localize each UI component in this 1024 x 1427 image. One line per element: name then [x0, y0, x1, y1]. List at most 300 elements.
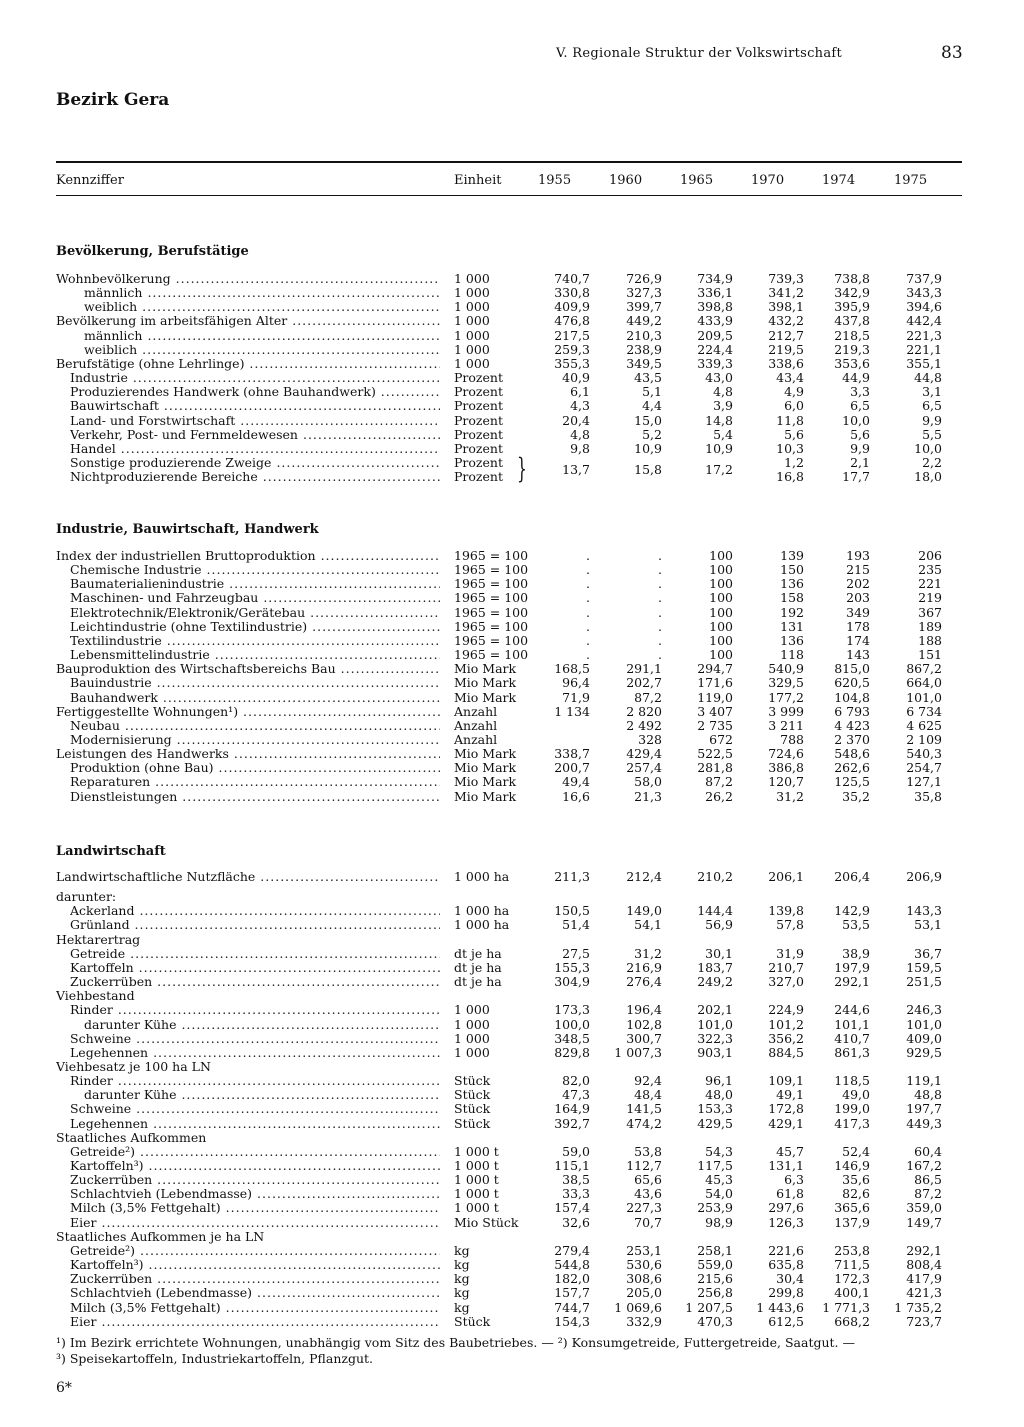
cell-value: .	[658, 647, 662, 662]
cell-value: 206,1	[768, 869, 804, 884]
row-label: Viehbestand	[56, 989, 135, 1003]
table-row	[0, 947, 1024, 961]
cell-value: 26,2	[705, 789, 733, 804]
cell-value: 100	[709, 647, 733, 662]
cell-value: 3 211	[768, 718, 804, 733]
row-label: Fertiggestellte Wohnungen¹) .....	[56, 705, 440, 719]
table-row	[0, 343, 1024, 357]
cell-value: 100	[709, 619, 733, 634]
cell-value: 157,7	[554, 1285, 590, 1300]
row-label: Zuckerrüben .....	[70, 975, 440, 989]
cell-value: 49,4	[562, 774, 590, 789]
row-unit: dt je ha	[454, 960, 502, 975]
cell-value: 139	[780, 548, 804, 563]
cell-value: 87,2	[634, 690, 662, 705]
cell-value: 137,9	[834, 1215, 870, 1230]
cell-value: .	[586, 590, 590, 605]
cell-value: 102,8	[626, 1017, 662, 1032]
row-unit: Mio Mark	[454, 774, 517, 789]
cell-value: 27,5	[562, 946, 590, 961]
row-unit: 1 000 ha	[454, 917, 510, 932]
cell-value: 53,1	[914, 917, 942, 932]
cell-value: .	[586, 562, 590, 577]
page-number: 83	[941, 43, 963, 63]
cell-value: 100	[709, 590, 733, 605]
row-unit: 1 000	[454, 1031, 490, 1046]
cell-value: 726,9	[626, 271, 662, 286]
table-row	[0, 790, 1024, 804]
cell-value: 157,4	[554, 1200, 590, 1215]
cell-value: 788	[780, 732, 804, 747]
cell-value: 417,9	[906, 1271, 942, 1286]
cell-value: 125,5	[834, 774, 870, 789]
table-row	[0, 989, 1024, 1003]
cell-value: 40,9	[562, 370, 590, 385]
cell-value: 143,3	[906, 903, 942, 918]
cell-value: 35,6	[842, 1172, 870, 1187]
cell-value: 82,0	[562, 1073, 590, 1088]
row-label: Chemische Industrie .....	[70, 563, 440, 577]
row-unit: Prozent	[454, 469, 503, 484]
row-unit: 1 000 ha	[454, 869, 510, 884]
cell-value: 5,2	[642, 427, 662, 442]
cell-value: 281,8	[697, 760, 733, 775]
signature-mark: 6*	[56, 1380, 72, 1396]
row-unit: 1 000 ha	[454, 903, 510, 918]
cell-value: 127,1	[906, 774, 942, 789]
cell-value: 10,9	[705, 441, 733, 456]
cell-value: 221,6	[768, 1243, 804, 1258]
table-row	[0, 385, 1024, 399]
row-unit: dt je ha	[454, 946, 502, 961]
cell-value: 1 069,6	[614, 1300, 662, 1315]
cell-value: .	[658, 619, 662, 634]
row-unit: Prozent	[454, 370, 503, 385]
cell-value: 4 423	[834, 718, 870, 733]
cell-value: 338,7	[554, 746, 590, 761]
cell-value: 409,0	[906, 1031, 942, 1046]
cell-value: 304,9	[554, 974, 590, 989]
table-row	[0, 399, 1024, 413]
cell-value: 224,9	[768, 1002, 804, 1017]
row-unit: Anzahl	[454, 704, 498, 719]
row-unit: 1965 = 100	[454, 605, 529, 620]
row-label: Milch (3,5% Fettgehalt) .....	[70, 1301, 440, 1315]
cell-value: 30,1	[705, 946, 733, 961]
table-row	[0, 1117, 1024, 1131]
cell-value: 212,7	[768, 328, 804, 343]
cell-value: 3 999	[768, 704, 804, 719]
row-unit: 1 000 t	[454, 1144, 499, 1159]
cell-value: 219	[918, 590, 942, 605]
row-label: Nichtproduzierende Bereiche .....	[70, 470, 440, 484]
cell-value: 144,4	[697, 903, 733, 918]
cell-value: 5,1	[642, 384, 662, 399]
header-year: 1975	[894, 173, 928, 188]
row-label: Schweine .....	[70, 1102, 440, 1116]
cell-value: 2,2	[922, 455, 942, 470]
cell-value: 82,6	[842, 1186, 870, 1201]
cell-value: 6,0	[784, 398, 804, 413]
cell-value: 808,4	[906, 1257, 942, 1272]
cell-value: 410,7	[834, 1031, 870, 1046]
cell-value: 1 771,3	[822, 1300, 870, 1315]
cell-value: 1 134	[554, 704, 590, 719]
row-label: Dienstleistungen .....	[70, 790, 440, 804]
row-unit: kg	[454, 1300, 470, 1315]
cell-value: 297,6	[768, 1200, 804, 1215]
row-label: Zuckerrüben .....	[70, 1272, 440, 1286]
cell-value: 126,3	[768, 1215, 804, 1230]
cell-value: 100	[709, 548, 733, 563]
row-unit: 1965 = 100	[454, 576, 529, 591]
row-label: Industrie .....	[70, 371, 440, 385]
cell-value: 5,4	[713, 427, 733, 442]
row-unit: Stück	[454, 1116, 491, 1131]
cell-value: 432,2	[768, 313, 804, 328]
row-label: Eier .....	[70, 1315, 440, 1329]
cell-value: 392,7	[554, 1116, 590, 1131]
cell-value: 1 443,6	[756, 1300, 804, 1315]
row-unit: Prozent	[454, 398, 503, 413]
cell-value: 724,6	[768, 746, 804, 761]
cell-value: 35,8	[914, 789, 942, 804]
row-unit: Mio Stück	[454, 1215, 519, 1230]
row-label: Legehennen .....	[70, 1046, 440, 1060]
cell-value: 929,5	[906, 1045, 942, 1060]
cell-value: 9,9	[850, 441, 870, 456]
row-label: Sonstige produzierende Zweige .....	[70, 456, 440, 470]
cell-value: 330,8	[554, 285, 590, 300]
row-unit: Mio Mark	[454, 760, 517, 775]
row-unit: 1 000	[454, 271, 490, 286]
cell-value: 30,4	[776, 1271, 804, 1286]
cell-value: 6,3	[784, 1172, 804, 1187]
cell-value: 172,8	[768, 1101, 804, 1116]
cell-value: 219,5	[768, 342, 804, 357]
row-label: Staatliches Aufkommen	[56, 1131, 207, 1145]
row-unit: 1 000	[454, 313, 490, 328]
cell-value: 429,5	[697, 1116, 733, 1131]
cell-value: 197,9	[834, 960, 870, 975]
row-label: Maschinen- und Fahrzeugbau .....	[70, 591, 440, 605]
cell-value: 227,3	[626, 1200, 662, 1215]
row-unit: Mio Mark	[454, 746, 517, 761]
cell-value: .	[658, 590, 662, 605]
row-label: Handel .....	[70, 442, 440, 456]
cell-value: .	[586, 619, 590, 634]
cell-value: 45,7	[776, 1144, 804, 1159]
cell-value: 1 735,2	[894, 1300, 942, 1315]
row-unit: 1 000	[454, 1002, 490, 1017]
cell-value: 249,2	[697, 974, 733, 989]
row-unit: 1965 = 100	[454, 619, 529, 634]
cell-value: 723,7	[906, 1314, 942, 1329]
table-row	[0, 1003, 1024, 1017]
cell-value: 276,4	[626, 974, 662, 989]
row-label: weiblich .....	[84, 300, 440, 314]
cell-value: 235	[918, 562, 942, 577]
cell-value: 299,8	[768, 1285, 804, 1300]
cell-value: 449,2	[626, 313, 662, 328]
cell-value: 398,1	[768, 299, 804, 314]
cell-value: 338,6	[768, 356, 804, 371]
cell-value: 57,8	[776, 917, 804, 932]
table-row	[0, 1032, 1024, 1046]
cell-value: 308,6	[626, 1271, 662, 1286]
table-row	[0, 620, 1024, 634]
table-row	[0, 1046, 1024, 1060]
cell-value: 136	[780, 633, 804, 648]
cell-value: 612,5	[768, 1314, 804, 1329]
cell-value: 136	[780, 576, 804, 591]
table-row	[0, 1301, 1024, 1315]
cell-value: 737,9	[906, 271, 942, 286]
table-row	[0, 1230, 1024, 1244]
cell-value: 119,1	[906, 1073, 942, 1088]
row-unit: 1 000 t	[454, 1158, 499, 1173]
cell-value: 21,3	[634, 789, 662, 804]
cell-value: 744,7	[554, 1300, 590, 1315]
cell-value: 210,3	[626, 328, 662, 343]
table-row	[0, 1258, 1024, 1272]
cell-value: 10,0	[842, 413, 870, 428]
cell-value: 202,7	[626, 675, 662, 690]
cell-value: 395,9	[834, 299, 870, 314]
row-unit: Mio Mark	[454, 690, 517, 705]
cell-value: 2,1	[850, 455, 870, 470]
cell-value: 100	[709, 562, 733, 577]
header-year: 1955	[538, 173, 572, 188]
cell-value: 38,9	[842, 946, 870, 961]
cell-value: 356,2	[768, 1031, 804, 1046]
cell-value: 244,6	[834, 1002, 870, 1017]
row-label: darunter:	[56, 890, 117, 904]
cell-value: 343,3	[906, 285, 942, 300]
row-unit: Stück	[454, 1314, 491, 1329]
table-row	[0, 371, 1024, 385]
row-label: Bauhandwerk .....	[70, 691, 440, 705]
header-year: 1960	[609, 173, 643, 188]
cell-value: 10,0	[914, 441, 942, 456]
cell-value: 115,1	[554, 1158, 590, 1173]
cell-value: 119,0	[697, 690, 733, 705]
cell-value: 409,9	[554, 299, 590, 314]
cell-value: 540,3	[906, 746, 942, 761]
table-row	[0, 1131, 1024, 1145]
cell-value: 5,6	[850, 427, 870, 442]
cell-value: 202,1	[697, 1002, 733, 1017]
cell-value: 336,1	[697, 285, 733, 300]
cell-value: 32,6	[562, 1215, 590, 1230]
table-row	[0, 904, 1024, 918]
cell-value: 174	[846, 633, 870, 648]
cell-value: 100	[709, 576, 733, 591]
cell-value: 386,8	[768, 760, 804, 775]
cell-value: 205,0	[626, 1285, 662, 1300]
cell-value: 522,5	[697, 746, 733, 761]
cell-value: 449,3	[906, 1116, 942, 1131]
header-label: Kennziffer	[56, 173, 124, 188]
cell-value: 47,3	[562, 1087, 590, 1102]
row-unit: kg	[454, 1285, 470, 1300]
row-unit: 1965 = 100	[454, 633, 529, 648]
header-year: 1974	[822, 173, 856, 188]
cell-value: 221,1	[906, 342, 942, 357]
cell-value: 394,6	[906, 299, 942, 314]
cell-value: 253,8	[834, 1243, 870, 1258]
row-unit: 1 000	[454, 328, 490, 343]
cell-value: 43,0	[705, 370, 733, 385]
cell-value: 339,3	[697, 356, 733, 371]
cell-value: 544,8	[554, 1257, 590, 1272]
cell-value: 254,7	[906, 760, 942, 775]
cell-value: 4 625	[906, 718, 942, 733]
row-label: Schweine .....	[70, 1032, 440, 1046]
cell-value: 131	[780, 619, 804, 634]
cell-value: 328	[638, 732, 662, 747]
row-unit: 1965 = 100	[454, 647, 529, 662]
cell-value: 322,3	[697, 1031, 733, 1046]
row-label: Kartoffeln .....	[70, 961, 440, 975]
cell-value: 1 007,3	[614, 1045, 662, 1060]
row-label: Neubau .....	[70, 719, 440, 733]
table-row	[0, 414, 1024, 428]
cell-value: 164,9	[554, 1101, 590, 1116]
cell-value: 279,4	[554, 1243, 590, 1258]
cell-value: 210,7	[768, 960, 804, 975]
cell-value: 101,1	[834, 1017, 870, 1032]
row-unit: 1 000 t	[454, 1172, 499, 1187]
cell-value: 146,9	[834, 1158, 870, 1173]
row-unit: kg	[454, 1243, 470, 1258]
row-label: Schlachtvieh (Lebendmasse) .....	[70, 1187, 440, 1201]
section-heading: Industrie, Bauwirtschaft, Handwerk	[56, 522, 319, 537]
cell-value: 31,2	[634, 946, 662, 961]
table-row	[0, 890, 1024, 904]
row-label: Grünland .....	[70, 918, 440, 932]
row-unit: 1 000	[454, 356, 490, 371]
cell-value: 112,7	[626, 1158, 662, 1173]
table-row	[0, 606, 1024, 620]
cell-value: 189	[918, 619, 942, 634]
cell-value: 31,2	[776, 789, 804, 804]
row-unit: Anzahl	[454, 718, 498, 733]
cell-value: 48,0	[705, 1087, 733, 1102]
header-unit: Einheit	[454, 173, 502, 188]
cell-value: 206,9	[906, 869, 942, 884]
row-label: Getreide²) .....	[70, 1244, 440, 1258]
cell-value: 903,1	[697, 1045, 733, 1060]
row-unit: Stück	[454, 1087, 491, 1102]
cell-value: 349	[846, 605, 870, 620]
table-row	[0, 761, 1024, 775]
cell-value: 6 793	[834, 704, 870, 719]
cell-value: 158	[780, 590, 804, 605]
row-unit: Mio Mark	[454, 661, 517, 676]
row-label: Reparaturen .....	[70, 775, 440, 789]
cell-value: .	[586, 605, 590, 620]
row-label: Landwirtschaftliche Nutzfläche .....	[56, 870, 440, 884]
cell-value: 177,2	[768, 690, 804, 705]
table-row	[0, 918, 1024, 932]
row-label: Bauproduktion des Wirtschaftsbereichs Bau .....	[56, 662, 440, 676]
cell-value: .	[658, 562, 662, 577]
cell-value: 530,6	[626, 1257, 662, 1272]
cell-value: 2 370	[834, 732, 870, 747]
row-label: darunter Kühe .....	[84, 1088, 440, 1102]
cell-value: .	[658, 576, 662, 591]
cell-value: 168,5	[554, 661, 590, 676]
row-label: Bauwirtschaft .....	[70, 399, 440, 413]
cell-value: 327,3	[626, 285, 662, 300]
table-row	[0, 549, 1024, 563]
footnote: ³) Speisekartoffeln, Industriekartoffeln, Pflanzgut.	[56, 1351, 374, 1366]
cell-value: 54,1	[634, 917, 662, 932]
table-row	[0, 975, 1024, 989]
cell-value: 11,8	[776, 413, 804, 428]
row-label: Land- und Forstwirtschaft .....	[70, 414, 440, 428]
cell-value: 142,9	[834, 903, 870, 918]
cell-value: 6 734	[906, 704, 942, 719]
cell-value: 6,5	[850, 398, 870, 413]
row-label: Getreide²) .....	[70, 1145, 440, 1159]
cell-value: 355,3	[554, 356, 590, 371]
table-row	[0, 591, 1024, 605]
cell-value: 348,5	[554, 1031, 590, 1046]
cell-value: 100	[709, 605, 733, 620]
row-unit: dt je ha	[454, 974, 502, 989]
row-unit: 1 000	[454, 299, 490, 314]
cell-value: 202	[846, 576, 870, 591]
cell-value: 206	[918, 548, 942, 563]
cell-value: 149,7	[906, 1215, 942, 1230]
table-row	[0, 1272, 1024, 1286]
cell-value: 291,1	[626, 661, 662, 676]
table-row	[0, 691, 1024, 705]
cell-value: 211,3	[554, 869, 590, 884]
cell-value: 49,1	[776, 1087, 804, 1102]
cell-value: 197,7	[906, 1101, 942, 1116]
table-row	[0, 1187, 1024, 1201]
cell-value: 36,7	[914, 946, 942, 961]
cell-value: 48,4	[634, 1087, 662, 1102]
merged-row	[0, 463, 1024, 477]
cell-value: 65,6	[634, 1172, 662, 1187]
table-row	[0, 775, 1024, 789]
table-header-rule	[56, 195, 962, 196]
cell-value: 2 735	[697, 718, 733, 733]
cell-value: 183,7	[697, 960, 733, 975]
cell-value: 740,7	[554, 271, 590, 286]
row-unit: 1 000 t	[454, 1186, 499, 1201]
row-unit: 1 000	[454, 1017, 490, 1032]
row-label: Staatliches Aufkommen je ha LN	[56, 1230, 265, 1244]
cell-value: 262,6	[834, 760, 870, 775]
cell-value: 17,7	[842, 469, 870, 484]
row-unit: Prozent	[454, 384, 503, 399]
cell-value: 155,3	[554, 960, 590, 975]
cell-value: 367	[918, 605, 942, 620]
table-row	[0, 1201, 1024, 1215]
cell-value: 209,5	[697, 328, 733, 343]
cell-value: 104,8	[834, 690, 870, 705]
row-label: Leichtindustrie (ohne Textilindustrie) .....	[70, 620, 440, 634]
cell-value: 203	[846, 590, 870, 605]
cell-value: 4,8	[713, 384, 733, 399]
table-row	[0, 1286, 1024, 1300]
cell-value: 256,8	[697, 1285, 733, 1300]
